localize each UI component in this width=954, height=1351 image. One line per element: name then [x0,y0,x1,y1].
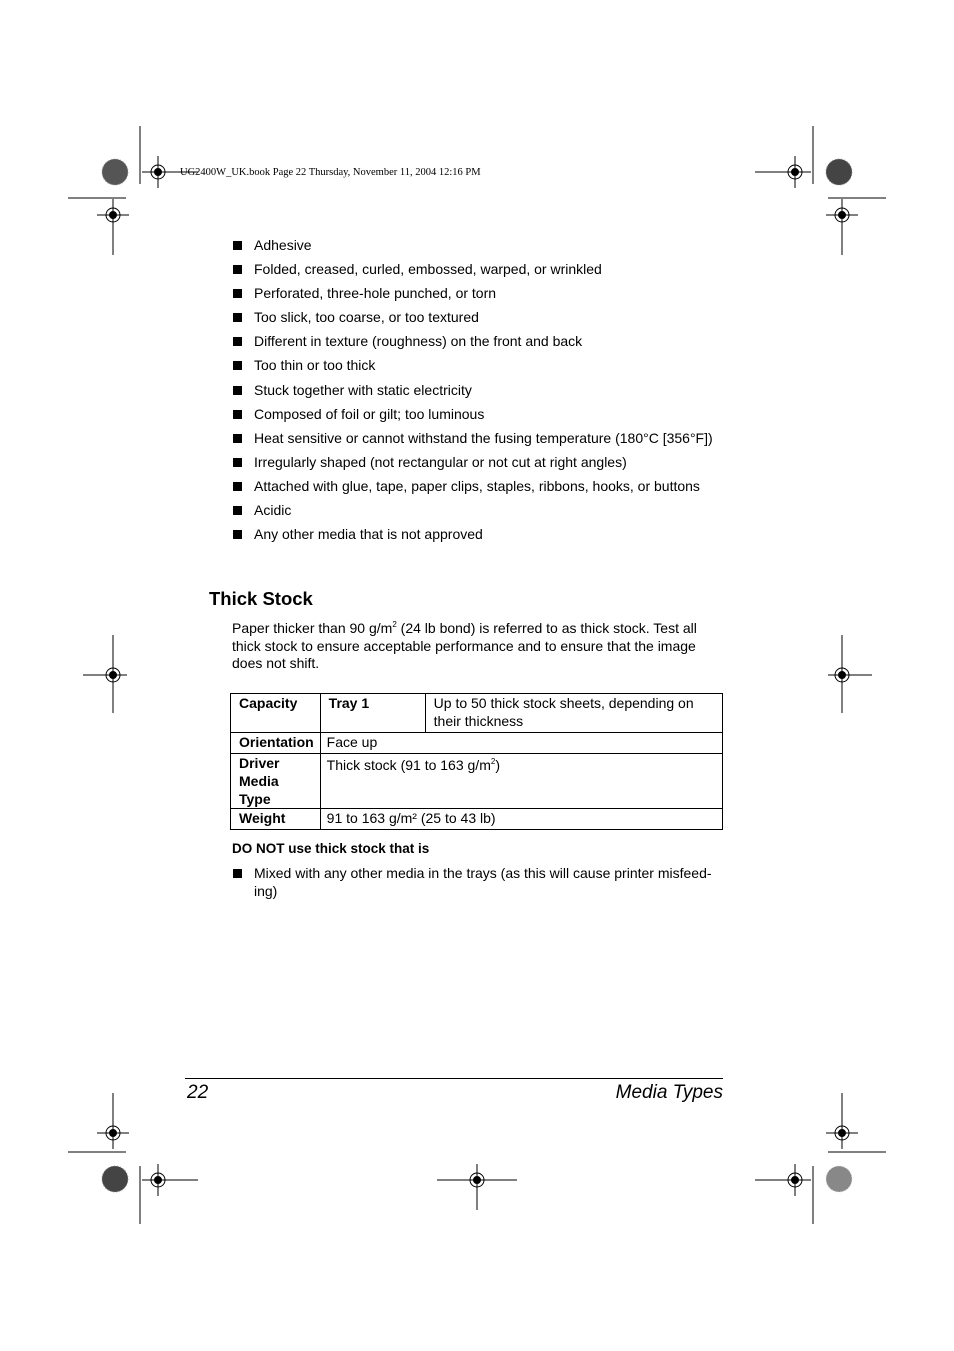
list-item: Too slick, too coarse, or too textured [232,309,727,327]
table-row [231,754,723,809]
orientation-label: Orientation [231,733,321,754]
list-item: Different in texture (roughness) on the front and back [232,333,727,351]
list-item: Composed of foil or gilt; too luminous [232,406,727,424]
list-item: Too thin or too thick [232,357,727,375]
footer-section-title: Media Types [615,1082,723,1103]
list-item: Any other media that is not approved [232,526,727,544]
weight-value: 91 to 163 g/m² (25 to 43 lb) [320,809,722,830]
list-item: Mixed with any other media in the trays (as this will cause printer misfeed-ing) [232,865,727,900]
unsuitable-media-list [232,237,727,550]
capacity-value: Up to 50 thick stock sheets, depending on their thickness [425,694,722,733]
tray-label: Tray 1 [320,694,425,733]
do-not-use-list [232,865,727,907]
page-number: 22 [187,1082,209,1103]
weight-label: Weight [231,809,321,830]
list-item: Perforated, three-hole punched, or torn [232,285,727,303]
orientation-value: Face up [320,733,722,754]
capacity-label: Capacity [231,694,321,733]
list-item: Stuck together with static electricity [232,382,727,400]
footer-divider [185,1078,723,1079]
list-item: Adhesive [232,237,727,255]
list-item: Acidic [232,502,727,520]
list-item: Heat sensitive or cannot withstand the fusing temperature (180°C [356°F]) [232,430,727,448]
section-heading: Thick Stock [209,588,313,609]
print-header: UG2400W_UK.book Page 22 Thursday, November 11, 2004 12:16 PM [180,167,481,178]
table-row [231,733,723,754]
intro-paragraph: Paper thicker than 90 $g/m^2$ (24 lb bond) is referred to as thick stock. Test all thick stock to ensure acceptable performance and to ensure that the image does not shift. [232,620,697,671]
list-item: Attached with glue, tape, paper clips, staples, ribbons, hooks, or buttons [232,478,727,496]
driver-media-type-value: Thick stock (91 to 163 $g/m^2$) [320,754,722,809]
driver-media-type-label: Driver Media Type [231,754,321,809]
table-row [231,809,723,830]
table-row [231,694,723,733]
list-item: Folded, creased, curled, embossed, warped, or wrinkled [232,261,727,279]
thick-stock-spec-table [230,693,723,830]
warning-heading: DO NOT use thick stock that is [232,841,430,856]
list-item: Irregularly shaped (not rectangular or not cut at right angles) [232,454,727,472]
